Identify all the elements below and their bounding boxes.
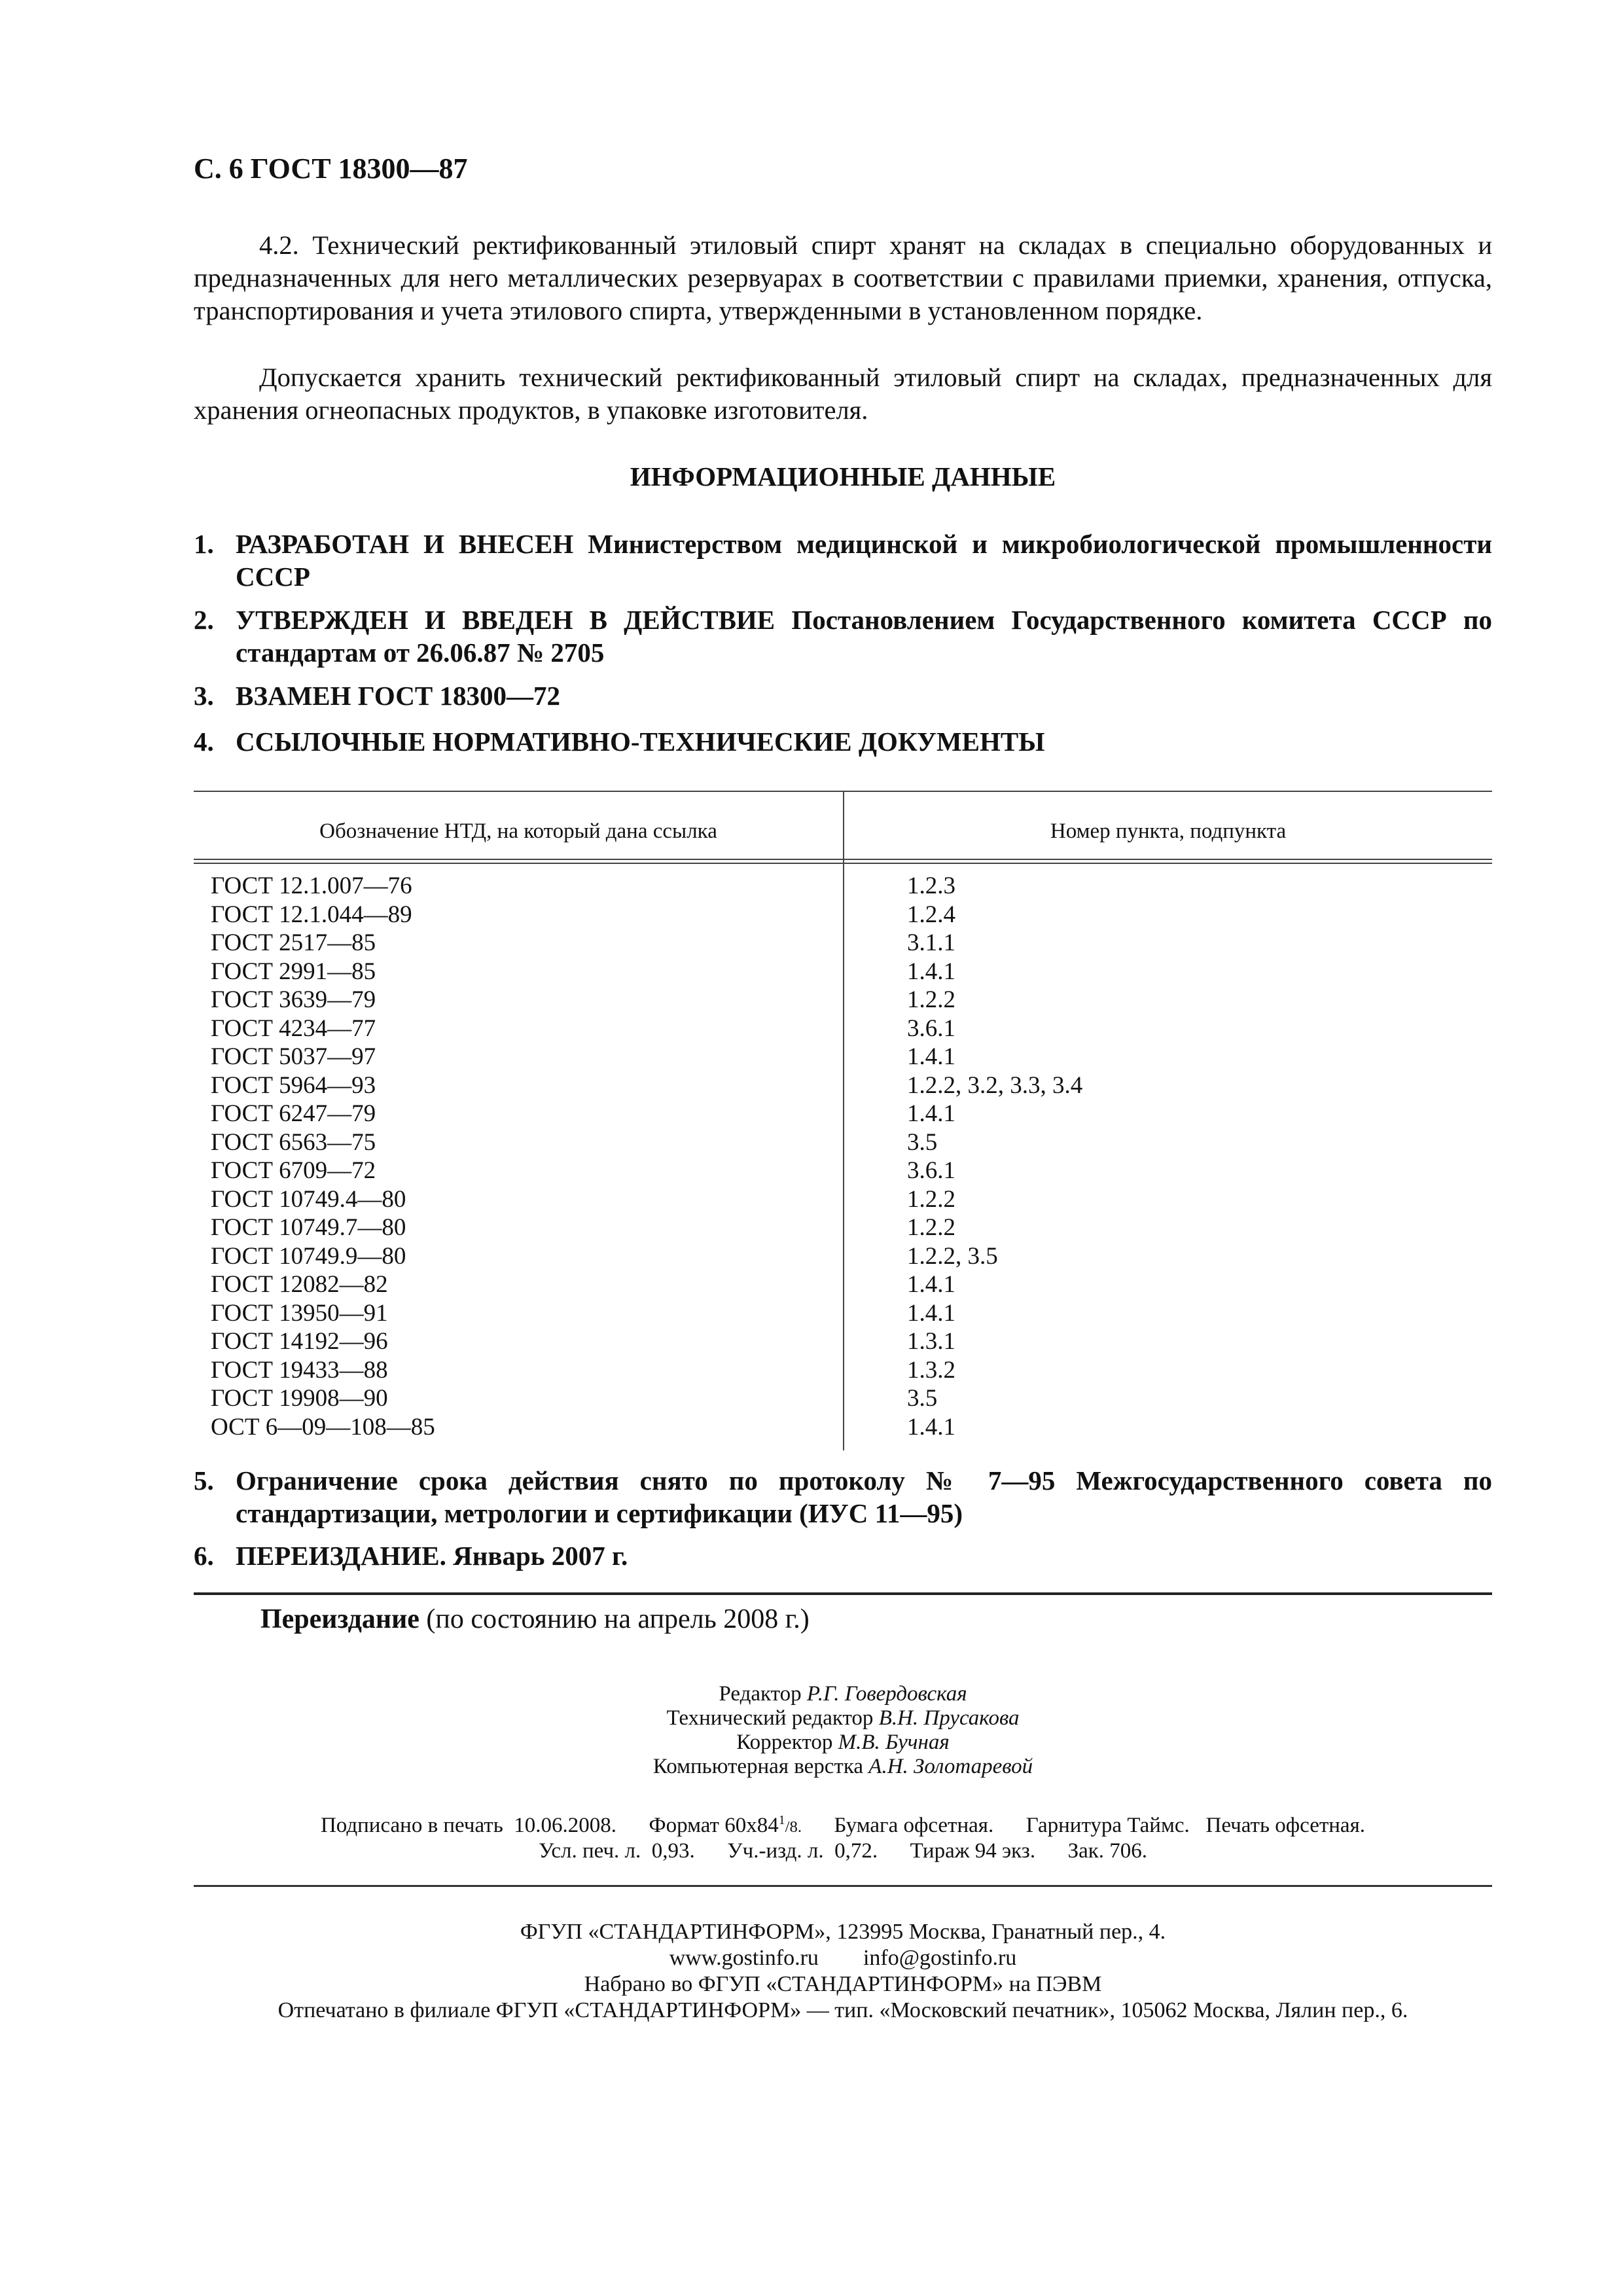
print-info-line-1 [194,1813,1492,1838]
table-cell-clause: 3.6.1 [907,1157,955,1184]
table-cell-doc: ГОСТ 3639—79 [211,986,376,1013]
info-item-2 [194,603,1492,669]
credit-role: Редактор [719,1682,802,1706]
format-value: 60x84 [724,1814,779,1837]
info-item-4 [194,725,1492,758]
credit-role: Корректор [736,1731,833,1754]
info-item-number: 3. [194,681,214,711]
page-header: С. 6 ГОСТ 18300—87 [194,152,468,185]
table-cell-doc: ГОСТ 10749.9—80 [211,1242,406,1270]
table-cell-clause: 1.4.1 [907,1299,955,1327]
info-item-number: 2. [194,605,214,635]
table-header-clause: Номер пункта, подпункта [1050,819,1287,843]
uch-value: 0,72. [834,1839,878,1863]
table-cell-clause: 3.5 [907,1128,938,1156]
table-cell-clause: 1.4.1 [907,1271,955,1298]
table-cell-clause: 3.1.1 [907,929,955,956]
info-item-6 [194,1539,1492,1572]
credit-line [194,1706,1492,1731]
table-cell-clause: 1.2.2 [907,1185,955,1213]
info-item-number: 4. [194,726,214,757]
table-cell-doc: ГОСТ 6247—79 [211,1100,376,1127]
printed-note: Отпечатано в филиале ФГУП «СТАНДАРТИНФОРМ» — тип. «Московский печатник», 105062 Москва, Лялин пер., 6. [277,1998,1408,2022]
usl-value: 0,93. [651,1839,695,1863]
table-header-doc: Обозначение НТД, на который дана ссылка [319,819,717,843]
order-number: Зак. 706. [1067,1839,1148,1863]
info-item-text: ВЗАМЕН ГОСТ 18300—72 [236,681,560,711]
table-cell-doc: ГОСТ 2517—85 [211,929,376,956]
credits-block [194,1682,1492,1779]
credit-name: А.Н. Золотаревой [868,1755,1033,1778]
format-sup: 1 [778,1813,785,1827]
credit-role: Компьютерная верстка [652,1755,864,1778]
table-cell-clause: 1.2.4 [907,901,955,928]
signed-label: Подписано в печать [320,1814,503,1837]
info-item-text: Ограничение срока действия снято по протоколу № 7—95 Межгосударственного совета по стандартизации, метрологии и сертификации (ИУС 11—95) [236,1465,1492,1528]
website-link[interactable]: www.gostinfo.ru [669,1946,819,1970]
imprint-rule [194,1885,1492,1887]
paragraph-4-2: 4.2. Технический ректификованный этиловый спирт хранят на складах в специально оборудованных и предназначенных для него металлических резервуарах в соответствии с правилами приемки, хранения, отпуска, транспортирования и учета этилового спирта, утвержденными в установленном порядке. [194,230,1492,325]
credit-line [194,1755,1492,1779]
reissue-rule [194,1592,1492,1595]
info-item-5 [194,1464,1492,1530]
reissue-note [260,1604,810,1635]
contact-line [194,1945,1492,1971]
info-item-number: 6. [194,1541,214,1571]
table-cell-clause: 1.2.2 [907,986,955,1013]
table-cell-doc: ГОСТ 5964—93 [211,1071,376,1099]
table-cell-doc: ГОСТ 12.1.044—89 [211,901,412,928]
table-cell-doc: ГОСТ 12082—82 [211,1271,388,1298]
credit-role: Технический редактор [666,1706,874,1730]
table-doc-column [211,872,435,1441]
format-label: Формат [649,1814,719,1837]
info-item-number: 1. [194,529,214,559]
table-cell-doc: ГОСТ 12.1.007—76 [211,872,412,899]
table-cell-clause: 3.5 [907,1385,938,1412]
usl-label: Усл. печ. л. [538,1839,641,1863]
typeface: Гарнитура Таймс. [1026,1814,1190,1837]
table-cell-doc: ГОСТ 19908—90 [211,1385,388,1412]
credit-name: В.Н. Прусакова [878,1706,1020,1730]
table-cell-doc: ОСТ 6—09—108—85 [211,1413,435,1441]
table-cell-doc: ГОСТ 5037—97 [211,1043,376,1070]
table-cell-clause: 1.2.2 [907,1214,955,1241]
print-type: Печать офсетная. [1205,1814,1366,1837]
credit-line [194,1731,1492,1755]
table-cell-clause: 3.6.1 [907,1014,955,1042]
info-item-text: ССЫЛОЧНЫЕ НОРМАТИВНО-ТЕХНИЧЕСКИЕ ДОКУМЕНТЫ [236,726,1045,757]
table-cell-clause: 1.2.3 [907,872,955,899]
credit-name: Р.Г. Говердовская [806,1682,967,1706]
credit-line [194,1682,1492,1706]
tirage: Тираж 94 экз. [910,1839,1036,1863]
table-cell-clause: 1.4.1 [907,1413,955,1441]
imprint-block [194,1919,1492,2024]
table-column-divider [843,791,844,1450]
info-item-text: ПЕРЕИЗДАНИЕ. Январь 2007 г. [236,1541,628,1571]
table-cell-doc: ГОСТ 4234—77 [211,1014,376,1042]
paper-type: Бумага офсетная. [834,1814,994,1837]
table-cell-clause: 1.2.2, 3.5 [907,1242,998,1270]
table-cell-clause: 1.4.1 [907,958,955,985]
table-cell-doc: ГОСТ 19433—88 [211,1356,388,1384]
signed-date: 10.06.2008. [514,1814,616,1837]
table-cell-clause: 1.4.1 [907,1043,955,1070]
info-item-3 [194,679,1492,712]
table-cell-doc: ГОСТ 14192—96 [211,1328,388,1355]
info-heading: ИНФОРМАЦИОННЫЕ ДАННЫЕ [630,461,1056,492]
reissue-date: (по состоянию на апрель 2008 г.) [426,1604,810,1634]
email-link[interactable]: info@gostinfo.ru [863,1946,1017,1970]
info-item-text: УТВЕРЖДЕН И ВВЕДЕН В ДЕЙСТВИЕ Постановлением Государственного комитета СССР по стандартам от 26.06.87 № 2705 [236,605,1492,668]
table-cell-clause: 1.3.2 [907,1356,955,1384]
table-cell-doc: ГОСТ 10749.7—80 [211,1214,406,1241]
table-cell-doc: ГОСТ 10749.4—80 [211,1185,406,1213]
table-clause-column [907,872,1082,1441]
publisher-address: ФГУП «СТАНДАРТИНФОРМ», 123995 Москва, Гранатный пер., 4. [520,1920,1166,1944]
table-cell-clause: 1.3.1 [907,1328,955,1355]
uch-label: Уч.-изд. л. [727,1839,824,1863]
credit-name: М.В. Бучная [838,1731,950,1754]
print-info-line-2 [194,1839,1492,1863]
reissue-label: Переиздание [260,1604,419,1634]
info-item-1 [194,528,1492,593]
table-cell-clause: 1.4.1 [907,1100,955,1127]
table-cell-clause: 1.2.2, 3.2, 3.3, 3.4 [907,1071,1083,1099]
table-cell-doc: ГОСТ 6709—72 [211,1157,376,1184]
paragraph-storage-note: Допускается хранить технический ректификованный этиловый спирт на складах, предназначенных для хранения огнеопасных продуктов, в упаковке изготовителя. [194,363,1492,425]
info-item-number: 5. [194,1465,214,1496]
table-cell-doc: ГОСТ 13950—91 [211,1299,388,1327]
table-cell-doc: ГОСТ 2991—85 [211,958,376,985]
format-sub: /8. [785,1818,802,1836]
typeset-note: Набрано во ФГУП «СТАНДАРТИНФОРМ» на ПЭВМ [584,1972,1102,1996]
table-cell-doc: ГОСТ 6563—75 [211,1128,376,1156]
info-item-text: РАЗРАБОТАН И ВНЕСЕН Министерством медицинской и микробиологической промышленности СССР [236,529,1492,592]
